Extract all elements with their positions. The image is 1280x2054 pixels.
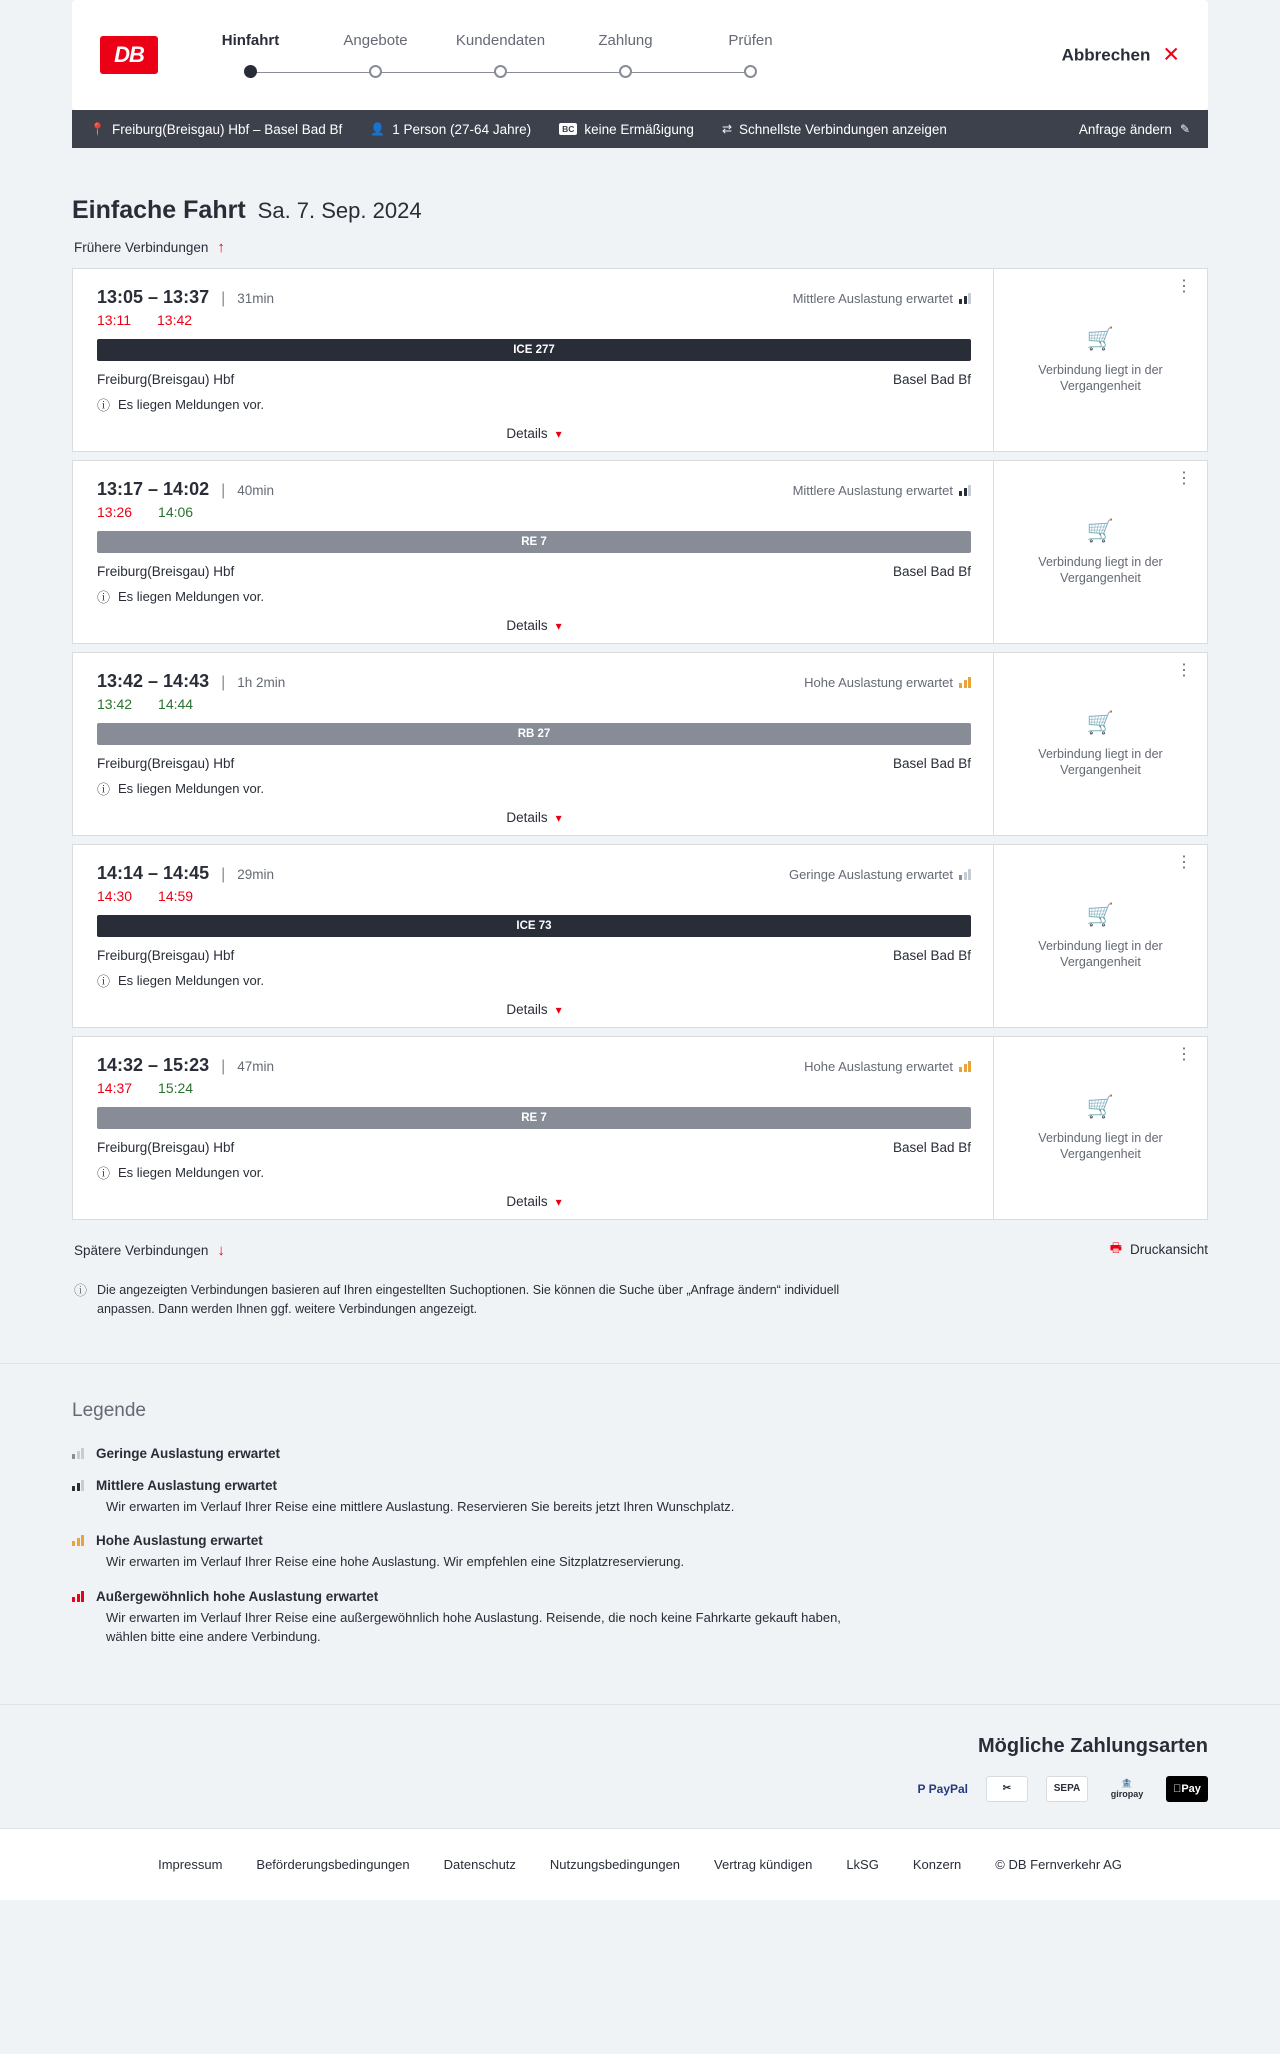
connection-card[interactable] [72, 652, 1208, 836]
cart-icon: 🛒 [1086, 517, 1115, 543]
realtime-arrival: 13:42 [157, 312, 193, 328]
connection-utilization [789, 867, 971, 882]
step-label: Zahlung [598, 31, 653, 49]
train-badge: ICE 277 [97, 339, 971, 361]
step-zahlung[interactable] [563, 32, 688, 85]
departure-station: Freiburg(Breisgau) Hbf [97, 948, 235, 963]
step-connector [626, 72, 751, 73]
connection-time-row [97, 1055, 971, 1076]
footer-copyright: © DB Fernverkehr AG [995, 1856, 1122, 1872]
more-options-icon[interactable]: ⋮ [1176, 1046, 1193, 1063]
person-icon: 👤 [370, 122, 386, 136]
connection-duration: 40min [237, 483, 275, 498]
legend-item-description: Wir erwarten im Verlauf Ihrer Reise eine hohe Auslastung. Wir empfehlen eine Sitzplatzreservierung. [106, 1554, 685, 1570]
utilization-icon [72, 1535, 84, 1546]
connection-stations [97, 1140, 971, 1155]
change-request-label: Anfrage ändern [1078, 121, 1172, 137]
summary-region [0, 110, 1280, 148]
change-request-button[interactable] [1079, 122, 1190, 137]
connection-message-label: Es liegen Meldungen vor. [118, 973, 264, 988]
utilization-icon [959, 485, 971, 496]
direct-debit-icon: ✂ [986, 1776, 1028, 1802]
connection-message-label: Es liegen Meldungen vor. [118, 781, 264, 796]
search-note [72, 1271, 852, 1363]
step-label: Prüfen [728, 31, 773, 49]
legend-item-label: Hohe Auslastung erwartet [96, 1533, 263, 1549]
db-logo[interactable]: DB [100, 36, 158, 74]
step-label: Hinfahrt [221, 31, 280, 49]
connection-card[interactable] [72, 844, 1208, 1028]
printer-icon: 🖶 [1109, 1239, 1122, 1255]
results-footer [72, 1228, 1208, 1271]
chevron-down-icon: ▾ [555, 1002, 562, 1017]
site-footer [0, 1828, 1280, 1900]
summary-discount-label: keine Ermäßigung [584, 121, 694, 137]
details-label: Details [506, 810, 548, 825]
connection-message-label: Es liegen Meldungen vor. [118, 1165, 264, 1180]
connection-actions [993, 269, 1207, 451]
legend-item [72, 1478, 1208, 1517]
details-label: Details [506, 426, 548, 441]
arrival-station: Basel Bad Bf [892, 756, 971, 771]
warning-icon: ⓘ [97, 974, 111, 989]
later-connections-button[interactable] [72, 1228, 225, 1271]
step-connector [376, 72, 501, 73]
connection-message-label: Es liegen Meldungen vor. [118, 589, 264, 604]
summary-route-label: Freiburg(Breisgau) Hbf – Basel Bad Bf [111, 121, 343, 137]
connection-stations [97, 756, 971, 771]
arrival-station: Basel Bad Bf [892, 564, 971, 579]
more-options-icon[interactable]: ⋮ [1176, 278, 1193, 295]
page-title-text: Einfache Fahrt [72, 196, 246, 224]
connection-actions [993, 653, 1207, 835]
step-label: Angebote [343, 31, 408, 49]
legend-item-head [72, 1446, 1208, 1461]
connection-message[interactable] [97, 971, 971, 990]
train-badge: RE 7 [97, 1107, 971, 1129]
cancel-label: Abbrechen [1061, 45, 1151, 64]
connection-utilization [804, 675, 971, 690]
connection-stations [97, 564, 971, 579]
summary-passengers-label: 1 Person (27-64 Jahre) [392, 121, 532, 137]
realtime-departure: 14:37 [97, 1080, 133, 1096]
apple-pay-icon: Pay [1166, 1776, 1208, 1802]
summary-options[interactable] [722, 122, 947, 137]
print-view-button[interactable] [1110, 1239, 1208, 1261]
connection-duration: 29min [237, 867, 275, 882]
page-title-date: Sa. 7. Sep. 2024 [257, 198, 422, 223]
connection-realtime-row [97, 312, 971, 328]
summary-options-label: Schnellste Verbindungen anzeigen [739, 121, 947, 137]
sliders-icon: ⇄ [721, 122, 732, 136]
time-separator: | [221, 674, 226, 691]
connection-duration: 31min [237, 291, 275, 306]
legend-item-description: Wir erwarten im Verlauf Ihrer Reise eine mittlere Auslastung. Reservieren Sie bereits jetzt Ihren Wunschplatz. [106, 1498, 735, 1514]
chevron-down-icon: ▾ [555, 1194, 562, 1209]
train-badge: ICE 73 [97, 915, 971, 937]
bahncard-icon: BC [559, 123, 577, 135]
footer-link[interactable]: LkSG [846, 1856, 879, 1872]
departure-station: Freiburg(Breisgau) Hbf [97, 1140, 235, 1155]
legend-item-head [72, 1589, 1208, 1604]
chevron-down-icon: ▾ [555, 426, 562, 441]
time-separator: | [221, 866, 226, 883]
details-toggle[interactable] [97, 618, 971, 633]
utilization-label: Mittlere Auslastung erwartet [792, 291, 953, 306]
legend-item [72, 1533, 1208, 1572]
connection-duration: 1h 2min [237, 675, 286, 690]
step-dot-icon [744, 65, 757, 78]
connection-actions [993, 845, 1207, 1027]
step-kundendaten[interactable] [438, 32, 563, 85]
location-pin-icon: 📍 [90, 122, 105, 136]
arrow-up-icon: ↑ [217, 239, 225, 256]
footer-link[interactable]: Konzern [912, 1856, 962, 1872]
details-label: Details [506, 1194, 548, 1209]
connection-message-label: Es liegen Meldungen vor. [118, 397, 264, 412]
legend-item-description: Wir erwarten im Verlauf Ihrer Reise eine außergewöhnlich hohe Auslastung. Reisende, die noch keine Fahrkarte gekauft haben, wählen bitte eine andere Verbindung. [106, 1610, 841, 1645]
connection-details [73, 845, 993, 1027]
footer-link[interactable]: Datenschutz [443, 1856, 516, 1872]
connection-message[interactable] [97, 395, 971, 414]
connection-message[interactable] [97, 779, 971, 798]
departure-station: Freiburg(Breisgau) Hbf [97, 372, 235, 387]
arrival-station: Basel Bad Bf [892, 1140, 971, 1155]
legend-item-label: Außergewöhnlich hohe Auslastung erwartet [96, 1589, 379, 1605]
past-connection-label: Verbindung liegt in der Vergangenheit [1038, 746, 1163, 777]
results-region [0, 148, 1280, 1363]
utilization-icon [959, 293, 971, 304]
step-dot-icon [244, 65, 257, 78]
info-icon: ⓘ [74, 1283, 88, 1298]
search-note-text: Die angezeigten Verbindungen basieren auf Ihren eingestellten Suchoptionen. Sie können die Suche über „Anfrage ändern“ individuell anpassen. Dann werden Ihnen ggf. weitere Verbindungen angezeigt. [97, 1283, 840, 1316]
legend-item-head [72, 1478, 1208, 1493]
connection-card[interactable] [72, 460, 1208, 644]
summary-passengers[interactable] [370, 122, 531, 137]
summary-route[interactable] [90, 122, 342, 137]
departure-station: Freiburg(Breisgau) Hbf [97, 756, 235, 771]
connection-list [72, 268, 1208, 1220]
footer-link[interactable]: Vertrag kündigen [714, 1856, 813, 1872]
earlier-connections-label: Frühere Verbindungen [74, 240, 209, 255]
footer-link[interactable]: Impressum [158, 1856, 223, 1872]
chevron-down-icon: ▾ [555, 618, 562, 633]
step-dot-icon [494, 65, 507, 78]
step-connector [251, 72, 376, 73]
connection-message[interactable] [97, 1163, 971, 1182]
step-connector [501, 72, 626, 73]
warning-icon: ⓘ [97, 782, 111, 797]
utilization-label: Geringe Auslastung erwartet [788, 867, 953, 882]
connection-stations [97, 948, 971, 963]
connection-stations [97, 372, 971, 387]
connection-details [73, 653, 993, 835]
footer-link[interactable]: Nutzungsbedingungen [549, 1856, 681, 1872]
connection-time-range: 14:32 – 15:23 [97, 1055, 210, 1075]
details-toggle[interactable] [97, 426, 971, 441]
connection-time-row [97, 671, 971, 692]
arrival-station: Basel Bad Bf [892, 372, 971, 387]
realtime-departure: 13:26 [97, 504, 133, 520]
utilization-label: Mittlere Auslastung erwartet [792, 483, 953, 498]
arrival-station: Basel Bad Bf [892, 948, 971, 963]
cart-icon: 🛒 [1086, 1093, 1115, 1119]
paypal-icon: P PayPal [917, 1781, 968, 1796]
past-connection-label: Verbindung liegt in der Vergangenheit [1038, 1130, 1163, 1161]
footer-link[interactable]: Beförderungsbedingungen [256, 1856, 410, 1872]
realtime-arrival: 14:44 [158, 696, 194, 712]
connection-time-range: 13:17 – 14:02 [97, 479, 210, 499]
utilization-icon [959, 869, 971, 880]
connection-realtime-row [97, 1080, 971, 1096]
connection-utilization [793, 483, 971, 498]
connection-duration: 47min [237, 1059, 275, 1074]
step-angebote[interactable] [313, 32, 438, 85]
past-connection-label: Verbindung liegt in der Vergangenheit [1038, 362, 1163, 393]
cancel-button[interactable] [1062, 45, 1180, 66]
connection-time-row [97, 479, 971, 500]
legend-item [72, 1589, 1208, 1647]
warning-icon: ⓘ [97, 1166, 111, 1181]
payment-title: Mögliche Zahlungsarten [977, 1734, 1208, 1757]
utilization-icon [959, 1061, 971, 1072]
utilization-icon [959, 677, 971, 688]
connection-message[interactable] [97, 587, 971, 606]
realtime-arrival: 14:06 [158, 504, 194, 520]
train-badge: RB 27 [97, 723, 971, 745]
step-marker [188, 59, 313, 85]
connection-utilization [793, 291, 971, 306]
connection-time-row [97, 287, 971, 308]
pencil-icon: ✎ [1179, 122, 1190, 136]
legend-region [0, 1363, 1280, 1704]
payment-icons [72, 1776, 1208, 1802]
summary-discount[interactable] [559, 122, 694, 137]
details-label: Details [506, 618, 548, 633]
legend-item [72, 1446, 1208, 1461]
past-connection-label: Verbindung liegt in der Vergangenheit [1038, 938, 1163, 969]
header-region [0, 0, 1280, 110]
earlier-connections-button[interactable] [72, 225, 1208, 268]
warning-icon: ⓘ [97, 590, 111, 605]
connection-time-range: 14:14 – 14:45 [97, 863, 210, 883]
giropay-icon: 🏦 giropay [1110, 1778, 1144, 1800]
cart-icon: 🛒 [1086, 325, 1115, 351]
close-icon: ✕ [1162, 43, 1180, 67]
legend-title: Legende [72, 1399, 146, 1421]
step-dot-icon [619, 65, 632, 78]
page-title [72, 148, 1208, 225]
connection-time-row [97, 863, 971, 884]
legend-item-head [72, 1533, 1208, 1548]
step-dot-icon [369, 65, 382, 78]
connection-actions [993, 461, 1207, 643]
later-connections-label: Spätere Verbindungen [74, 1243, 209, 1258]
realtime-departure: 13:42 [97, 696, 133, 712]
search-summary-bar [72, 110, 1208, 148]
utilization-label: Hohe Auslastung erwartet [804, 675, 953, 690]
time-separator: | [221, 290, 226, 307]
app-header [72, 0, 1208, 110]
checkout-stepper [188, 32, 813, 85]
details-toggle[interactable] [97, 810, 971, 825]
departure-station: Freiburg(Breisgau) Hbf [97, 564, 235, 579]
legend-list [72, 1446, 1208, 1647]
cart-icon: 🛒 [1086, 709, 1115, 735]
connection-realtime-row [97, 888, 971, 904]
connection-realtime-row [97, 504, 971, 520]
sepa-icon: SEPA [1046, 1776, 1088, 1802]
time-separator: | [221, 1058, 226, 1075]
utilization-icon [72, 1480, 84, 1491]
more-options-icon[interactable]: ⋮ [1176, 662, 1193, 679]
payment-region [0, 1704, 1280, 1828]
legend-item-label: Geringe Auslastung erwartet [96, 1445, 281, 1461]
utilization-icon [72, 1448, 84, 1459]
connection-details [73, 461, 993, 643]
connection-card[interactable] [72, 268, 1208, 452]
warning-icon: ⓘ [97, 398, 111, 413]
details-toggle[interactable] [97, 1002, 971, 1017]
more-options-icon[interactable]: ⋮ [1176, 470, 1193, 487]
legend-item-label: Mittlere Auslastung erwartet [96, 1477, 278, 1493]
cart-icon: 🛒 [1086, 901, 1115, 927]
utilization-label: Hohe Auslastung erwartet [804, 1059, 953, 1074]
connection-details [73, 1037, 993, 1219]
utilization-icon [72, 1591, 84, 1602]
connection-time-range: 13:05 – 13:37 [97, 287, 210, 307]
connection-actions [993, 1037, 1207, 1219]
step-label: Kundendaten [455, 31, 546, 49]
details-label: Details [506, 1002, 548, 1017]
chevron-down-icon: ▾ [555, 810, 562, 825]
train-badge: RE 7 [97, 531, 971, 553]
details-toggle[interactable] [97, 1194, 971, 1209]
realtime-arrival: 14:59 [158, 888, 194, 904]
step-prüfen[interactable] [688, 32, 813, 85]
connection-time-range: 13:42 – 14:43 [97, 671, 210, 691]
realtime-departure: 13:11 [97, 312, 131, 328]
more-options-icon[interactable]: ⋮ [1176, 854, 1193, 871]
print-view-label: Druckansicht [1129, 1242, 1208, 1257]
connection-utilization [804, 1059, 971, 1074]
connection-card[interactable] [72, 1036, 1208, 1220]
connection-details [73, 269, 993, 451]
past-connection-label: Verbindung liegt in der Vergangenheit [1038, 554, 1163, 585]
time-separator: | [221, 482, 226, 499]
step-hinfahrt[interactable] [188, 32, 313, 85]
realtime-departure: 14:30 [97, 888, 133, 904]
connection-realtime-row [97, 696, 971, 712]
arrow-down-icon: ↓ [217, 1242, 225, 1259]
realtime-arrival: 15:24 [158, 1080, 194, 1096]
